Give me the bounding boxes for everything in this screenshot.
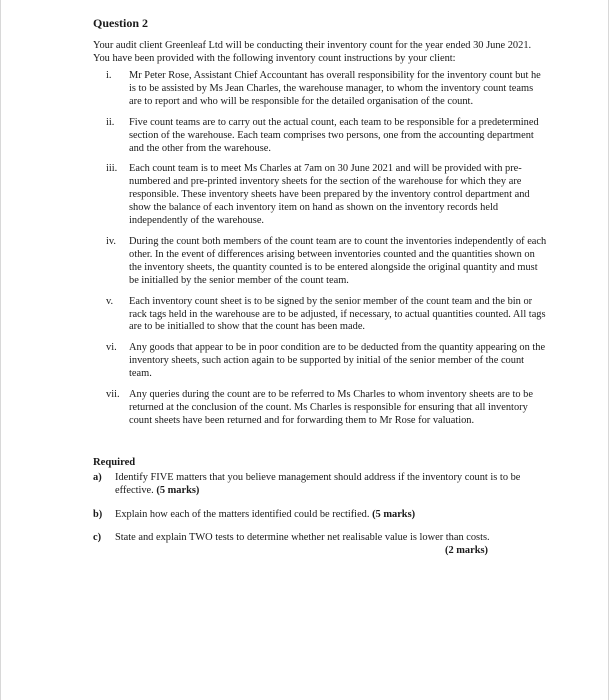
required-item-b xyxy=(93,509,548,522)
instruction-list xyxy=(93,70,548,428)
required-heading: Required xyxy=(93,456,136,468)
instruction-item xyxy=(93,236,548,288)
instruction-text: During the count both members of the count team are to count the inventories independently of each other. In the event of differences arising between inventories counted and the quantities shown on the inventory sheets, the quantity counted is to be entered alongside the original quantity and must be initialled by the senior member of the count team. xyxy=(129,235,547,286)
instruction-number: v. xyxy=(106,295,114,307)
required-letter: b) xyxy=(93,508,103,520)
required-text: Explain how each of the matters identified could be rectified. xyxy=(115,508,370,520)
instruction-number: ii. xyxy=(106,116,115,128)
marks-label: (2 marks) xyxy=(445,545,488,557)
question-title: Question 2 xyxy=(93,16,149,30)
required-text: State and explain TWO tests to determine whether net realisable value is lower than costs. xyxy=(115,532,490,544)
required-text: Identify FIVE matters that you believe management should address if the inventory count is to be effective. xyxy=(115,471,521,496)
required-letter: a) xyxy=(93,471,102,483)
required-letter: c) xyxy=(93,532,102,544)
instruction-number: iii. xyxy=(106,163,118,175)
instruction-text: Any queries during the count are to be referred to Ms Charles to whom inventory sheets are to be returned at the conclusion of the count. Ms Charles is responsible for ensuring that all inventory count sheets have been returned and for forwarding them to Mr Rose for valuation. xyxy=(129,389,533,426)
instruction-number: iv. xyxy=(106,235,117,247)
instruction-text: Mr Peter Rose, Assistant Chief Accountant has overall responsibility for the inventory count but he is to be assisted by Ms Jean Charles, the warehouse manager, to whom the inventory count teams are to report and who will be responsible for the detailed organisation of the count. xyxy=(129,70,541,107)
required-item-c xyxy=(93,532,548,558)
required-list xyxy=(93,472,548,559)
instruction-number: vi. xyxy=(106,342,117,354)
instruction-text: Each count team is to meet Ms Charles at 7am on 30 June 2021 and will be provided with pre-numbered and pre-printed inventory sheets for the section of the warehouse for which they are responsible. These inventory sheets have been prepared by the inventory control department and show the balance of each inventory item on hand as shown on the inventory records held independently of the warehouse. xyxy=(129,163,530,227)
instruction-item xyxy=(93,389,548,428)
instruction-item xyxy=(93,342,548,381)
instruction-number: i. xyxy=(106,70,112,81)
instruction-number: vii. xyxy=(106,389,120,401)
instruction-text: Five count teams are to carry out the actual count, each team to be responsible for a predetermined section of the warehouse. Each team comprises two persons, one from the accounting department and the other from the warehouse. xyxy=(129,116,539,154)
marks-label: (5 marks) xyxy=(372,508,416,520)
required-item-a xyxy=(93,472,548,498)
instruction-item xyxy=(93,163,548,228)
instruction-text: Each inventory count sheet is to be signed by the senior member of the count team and the bin or rack tags held in the warehouse are to be adjusted, if necessary, to actual quantities counted. All tags are to be initialled to show that the count has been made. xyxy=(129,295,546,333)
instruction-item xyxy=(93,70,548,109)
instruction-text: Any goods that appear to be in poor condition are to be deducted from the quantity appearing on the inventory sheets, such action again to be supported by initial of the senior member of the count team. xyxy=(129,342,546,380)
instruction-item xyxy=(93,296,548,335)
question-intro: Your audit client Greenleaf Ltd will be conducting their inventory count for the year ended 30 June 2021. You have been provided with the following inventory count instructions by your client: xyxy=(93,40,532,64)
marks-label: (5 marks) xyxy=(156,484,200,496)
instruction-item xyxy=(93,117,548,156)
